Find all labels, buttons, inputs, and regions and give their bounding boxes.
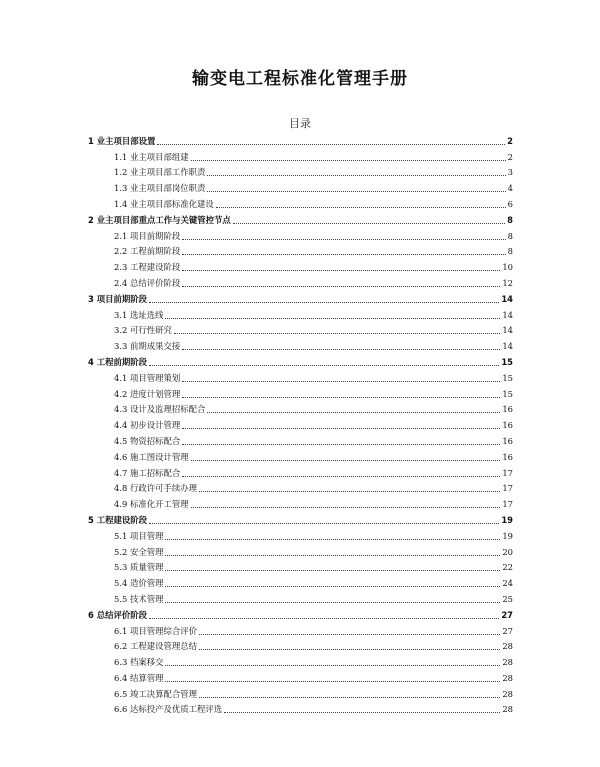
toc-dot-leader xyxy=(182,239,505,240)
toc-section-entry[interactable] xyxy=(88,163,513,179)
toc-page-number: 28 xyxy=(502,704,513,715)
toc-section-entry[interactable] xyxy=(88,526,513,542)
toc-entry-title: 6.5 竣工决算配合管理 xyxy=(114,688,197,699)
toc-page-number: 15 xyxy=(502,388,513,399)
toc-entry-title: 1 业主项目部设置 xyxy=(88,135,156,146)
toc-entry-title: 5.4 造价管理 xyxy=(114,578,164,589)
toc-section-entry[interactable] xyxy=(88,684,513,700)
toc-section-entry[interactable] xyxy=(88,589,513,605)
toc-page-number: 28 xyxy=(502,672,513,683)
toc-page-number: 2 xyxy=(507,151,513,162)
toc-dot-leader xyxy=(149,618,499,619)
toc-page-number: 15 xyxy=(501,356,513,367)
toc-chapter-entry[interactable] xyxy=(88,131,513,147)
toc-chapter-entry[interactable] xyxy=(88,289,513,305)
toc-dot-leader xyxy=(182,270,500,271)
toc-page-number: 20 xyxy=(502,546,513,557)
toc-entry-title: 4.4 初步设计管理 xyxy=(114,420,181,431)
toc-dot-leader xyxy=(182,254,505,255)
toc-page-number: 6 xyxy=(507,198,513,209)
toc-section-entry[interactable] xyxy=(88,494,513,510)
toc-entry-title: 3 项目前期阶段 xyxy=(88,293,147,304)
toc-page-number: 14 xyxy=(501,293,513,304)
toc-dot-leader xyxy=(182,476,500,477)
toc-dot-leader xyxy=(199,649,500,650)
toc-page-number: 16 xyxy=(502,420,513,431)
toc-section-entry[interactable] xyxy=(88,463,513,479)
toc-section-entry[interactable] xyxy=(88,147,513,163)
toc-section-entry[interactable] xyxy=(88,226,513,242)
toc-dot-leader xyxy=(233,223,505,224)
toc-dot-leader xyxy=(207,191,505,192)
toc-entry-title: 6.2 工程建设管理总结 xyxy=(114,641,197,652)
toc-section-entry[interactable] xyxy=(88,368,513,384)
toc-entry-title: 5.5 技术管理 xyxy=(114,593,164,604)
toc-entry-title: 4.1 项目管理策划 xyxy=(114,372,181,383)
toc-entry-title: 4.8 行政许可手续办理 xyxy=(114,483,197,494)
toc-page-number: 27 xyxy=(501,609,513,620)
toc-dot-leader xyxy=(165,570,500,571)
toc-dot-leader xyxy=(182,397,500,398)
toc-dot-leader xyxy=(165,555,500,556)
toc-page-number: 4 xyxy=(507,183,513,194)
toc-section-entry[interactable] xyxy=(88,400,513,416)
toc-section-entry[interactable] xyxy=(88,178,513,194)
toc-dot-leader xyxy=(149,365,499,366)
toc-page-number: 27 xyxy=(502,625,513,636)
toc-entry-title: 5.3 质量管理 xyxy=(114,562,164,573)
toc-heading: 目录 xyxy=(289,117,311,130)
toc-entry-title: 3.3 前期成果交接 xyxy=(114,341,181,352)
toc-page-number: 28 xyxy=(502,641,513,652)
toc-dot-leader xyxy=(216,207,506,208)
toc-entry-title: 6 总结评价阶段 xyxy=(88,609,147,620)
document-title: 输变电工程标准化管理手册 xyxy=(192,69,408,89)
toc-dot-leader xyxy=(207,175,505,176)
toc-section-entry[interactable] xyxy=(88,257,513,273)
toc-entry-title: 3.2 可行性研究 xyxy=(114,325,172,336)
toc-dot-leader xyxy=(165,681,500,682)
toc-entry-title: 2.4 总结评价阶段 xyxy=(114,277,181,288)
toc-page-number: 16 xyxy=(502,404,513,415)
toc-section-entry[interactable] xyxy=(88,194,513,210)
toc-entry-title: 4.6 施工图设计管理 xyxy=(114,451,189,462)
toc-entry-title: 5.1 项目管理 xyxy=(114,530,164,541)
toc-entry-title: 1.1 业主项目部组建 xyxy=(114,151,189,162)
toc-section-entry[interactable] xyxy=(88,573,513,589)
toc-chapter-entry[interactable] xyxy=(88,352,513,368)
toc-section-entry[interactable] xyxy=(88,652,513,668)
toc-section-entry[interactable] xyxy=(88,621,513,637)
toc-dot-leader xyxy=(199,634,500,635)
toc-dot-leader xyxy=(182,428,500,429)
toc-section-entry[interactable] xyxy=(88,479,513,495)
toc-entry-title: 4.2 进度计划管理 xyxy=(114,388,181,399)
toc-page-number: 14 xyxy=(502,341,513,352)
toc-dot-leader xyxy=(182,444,500,445)
table-of-contents xyxy=(88,131,513,715)
toc-dot-leader xyxy=(191,460,501,461)
toc-entry-title: 1.4 业主项目部标准化建设 xyxy=(114,198,214,209)
toc-chapter-entry[interactable] xyxy=(88,510,513,526)
toc-section-entry[interactable] xyxy=(88,668,513,684)
toc-section-entry[interactable] xyxy=(88,336,513,352)
toc-entry-title: 5.2 安全管理 xyxy=(114,546,164,557)
toc-section-entry[interactable] xyxy=(88,542,513,558)
toc-page-number: 15 xyxy=(502,372,513,383)
toc-page-number: 10 xyxy=(502,262,513,273)
toc-dot-leader xyxy=(224,712,500,713)
toc-dot-leader xyxy=(149,302,499,303)
toc-page-number: 17 xyxy=(502,467,513,478)
toc-dot-leader xyxy=(165,602,500,603)
toc-entry-title: 2 业主项目部重点工作与关键管控节点 xyxy=(88,214,231,225)
toc-entry-title: 5 工程建设阶段 xyxy=(88,514,147,525)
toc-entry-title: 3.1 选址选线 xyxy=(114,309,164,320)
toc-dot-leader xyxy=(191,160,506,161)
toc-page-number: 8 xyxy=(507,230,513,241)
toc-entry-title: 6.1 项目管理综合评价 xyxy=(114,625,197,636)
toc-dot-leader xyxy=(182,286,500,287)
toc-dot-leader xyxy=(149,523,499,524)
toc-dot-leader xyxy=(199,491,500,492)
toc-page-number: 24 xyxy=(502,578,513,589)
toc-entry-title: 2.2 工程前期阶段 xyxy=(114,246,181,257)
toc-section-entry[interactable] xyxy=(88,637,513,653)
toc-entry-title: 4.9 标准化开工管理 xyxy=(114,499,189,510)
toc-entry-title: 1.3 业主项目部岗位职责 xyxy=(114,183,206,194)
toc-entry-title: 4 工程前期阶段 xyxy=(88,356,147,367)
toc-dot-leader xyxy=(165,318,500,319)
toc-chapter-entry[interactable] xyxy=(88,210,513,226)
toc-section-entry[interactable] xyxy=(88,447,513,463)
toc-entry-title: 6.4 结算管理 xyxy=(114,672,164,683)
toc-page-number: 16 xyxy=(502,451,513,462)
toc-section-entry[interactable] xyxy=(88,242,513,258)
toc-dot-leader xyxy=(165,586,500,587)
toc-page-number: 8 xyxy=(507,246,513,257)
toc-chapter-entry[interactable] xyxy=(88,605,513,621)
toc-page-number: 12 xyxy=(502,277,513,288)
toc-page-number: 17 xyxy=(502,499,513,510)
toc-page-number: 16 xyxy=(502,435,513,446)
toc-page-number: 28 xyxy=(502,688,513,699)
toc-page-number: 22 xyxy=(502,562,513,573)
toc-page-number: 14 xyxy=(502,325,513,336)
toc-section-entry[interactable] xyxy=(88,415,513,431)
toc-entry-title: 2.1 项目前期阶段 xyxy=(114,230,181,241)
toc-section-entry[interactable] xyxy=(88,700,513,716)
toc-dot-leader xyxy=(191,507,501,508)
toc-dot-leader xyxy=(165,539,500,540)
toc-page-number: 14 xyxy=(502,309,513,320)
toc-entry-title: 6.6 达标投产及优质工程评选 xyxy=(114,704,223,715)
toc-entry-title: 4.7 施工招标配合 xyxy=(114,467,181,478)
toc-dot-leader xyxy=(199,697,500,698)
toc-page-number: 25 xyxy=(502,593,513,604)
toc-section-entry[interactable] xyxy=(88,273,513,289)
toc-dot-leader xyxy=(174,333,500,334)
toc-entry-title: 1.2 业主项目部工作职责 xyxy=(114,167,206,178)
toc-section-entry[interactable] xyxy=(88,431,513,447)
toc-dot-leader xyxy=(157,144,505,145)
toc-entry-title: 4.5 物资招标配合 xyxy=(114,435,181,446)
toc-dot-leader xyxy=(165,665,500,666)
toc-entry-title: 6.3 档案移交 xyxy=(114,657,164,668)
toc-section-entry[interactable] xyxy=(88,305,513,321)
toc-section-entry[interactable] xyxy=(88,321,513,337)
toc-dot-leader xyxy=(182,349,500,350)
toc-section-entry[interactable] xyxy=(88,384,513,400)
toc-page-number: 17 xyxy=(502,483,513,494)
toc-entry-title: 2.3 工程建设阶段 xyxy=(114,262,181,273)
toc-page-number: 19 xyxy=(502,530,513,541)
toc-dot-leader xyxy=(182,381,500,382)
toc-dot-leader xyxy=(207,412,500,413)
toc-entry-title: 4.3 设计及监理招标配合 xyxy=(114,404,206,415)
toc-page-number: 19 xyxy=(501,514,513,525)
toc-section-entry[interactable] xyxy=(88,558,513,574)
toc-page-number: 2 xyxy=(507,135,513,146)
toc-page-number: 3 xyxy=(507,167,513,178)
toc-page-number: 28 xyxy=(502,657,513,668)
toc-page-number: 8 xyxy=(507,214,513,225)
